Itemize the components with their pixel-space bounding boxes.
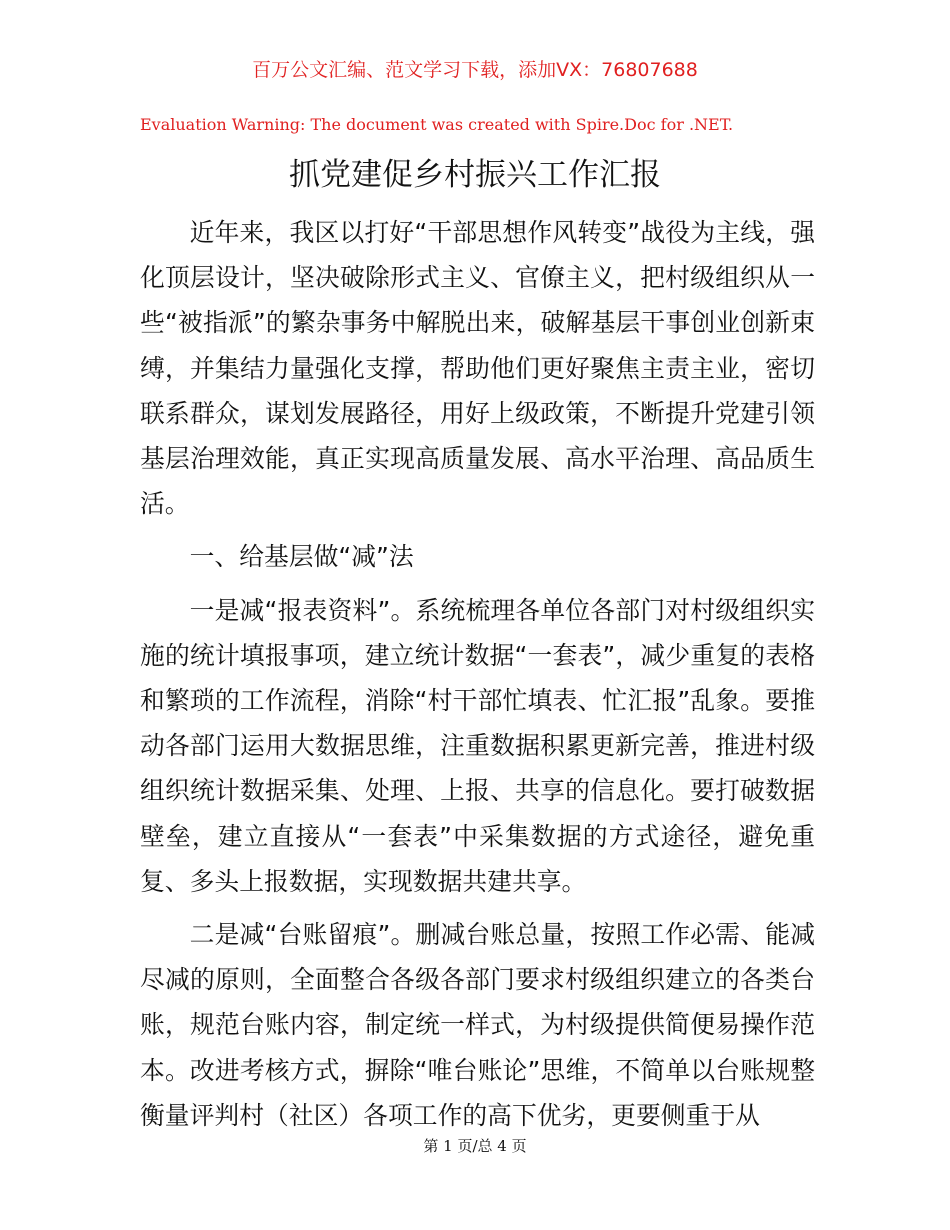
- download-banner: 百万公文汇编、范文学习下载，添加VX：76807688: [252, 59, 698, 81]
- document-body: [140, 210, 815, 1138]
- page-number: 第 1 页/总 4 页: [423, 1137, 527, 1155]
- intro-paragraph: 近年来，我区以打好“干部思想作风转变”战役为主线，强化顶层设计，坚决破除形式主义、官僚主义，把村级组织从一些“被指派”的繁杂事务中解脱出来，破解基层干事创业创新束缚，并集结力量强化支撑，帮助他们更好聚焦主责主业，密切联系群众，谋划发展路径，用好上级政策，不断提升党建引领基层治理效能，真正实现高质量发展、高水平治理、高品质生活。: [140, 218, 815, 519]
- document-title: 抓党建促乡村振兴工作汇报: [289, 157, 661, 193]
- section-heading: 一、给基层做“减”法: [189, 542, 414, 572]
- paragraph-reduce-reports: 一是减“报表资料”。系统梳理各单位各部门对村级组织实施的统计填报事项，建立统计数据“一套表”，减少重复的表格和繁琐的工作流程，消除“村干部忙填表、忙汇报”乱象。要推动各部门运用大数据思维，注重数据积累更新完善，推进村级组织统计数据采集、处理、上报、共享的信息化。要打破数据壁垒，建立直接从“一套表”中采集数据的方式途径，避免重复、多头上报数据，实现数据共建共享。: [140, 595, 815, 896]
- evaluation-warning: Evaluation Warning: The document was created with Spire.Doc for .NET.: [140, 115, 734, 134]
- paragraph-reduce-ledgers: 二是减“台账留痕”。删减台账总量，按照工作必需、能减尽减的原则，全面整合各级各部门要求村级组织建立的各类台账，规范台账内容，制定统一样式，为村级提供简便易操作范本。改进考核方式，摒除“唯台账论”思维，不简单以台账规整衡量评判村（社区）各项工作的高下优劣，更要侧重于从: [140, 920, 815, 1130]
